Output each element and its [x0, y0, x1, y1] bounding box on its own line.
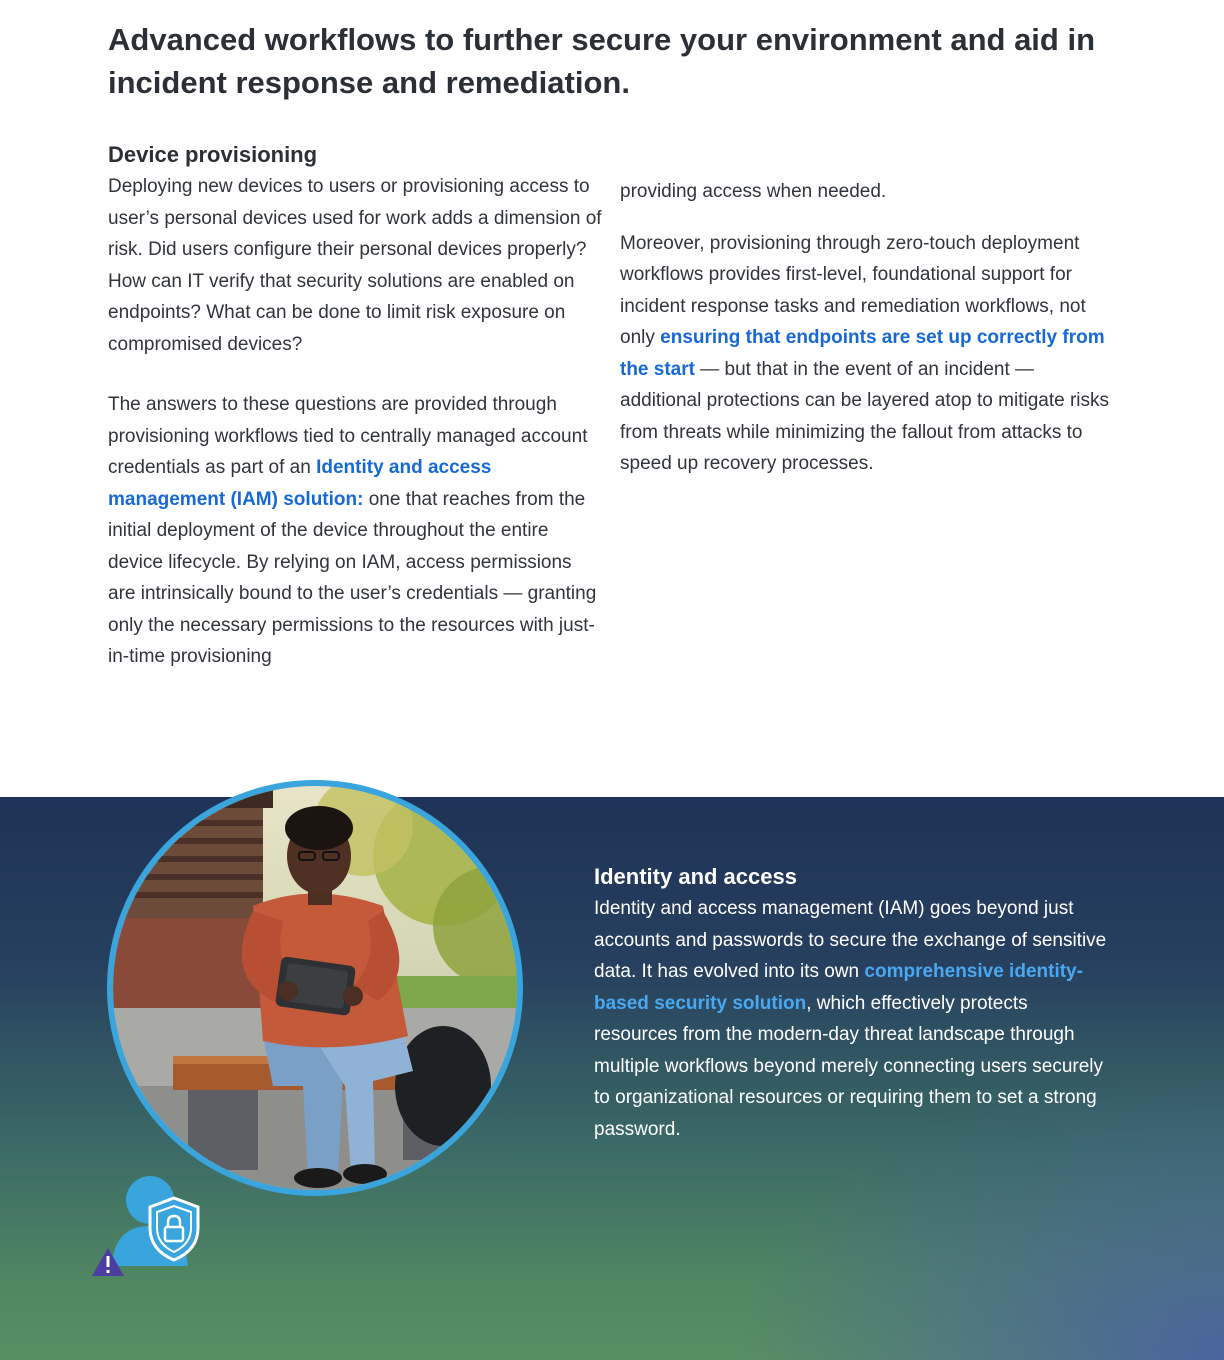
device-provisioning-left-column [108, 139, 604, 673]
device-provisioning-paragraph-3 [620, 228, 1110, 480]
photo-illustration [113, 786, 517, 1190]
identity-security-solution-link[interactable]: comprehensive identity-based security solution [594, 961, 1083, 1014]
person-with-tablet-photo [107, 780, 523, 1196]
user-shield-lock-icon [88, 1170, 204, 1280]
paragraph-text: Identity and access management (IAM) goes beyond just accounts and passwords to secure the exchange of sensitive data. It has evolved into its own [594, 898, 1107, 982]
paragraph-text: — but that in the event of an incident — additional protections can be layered atop to mitigate risks from threats while minimizing the fallout from attacks to speed up recovery processes. [620, 358, 1109, 474]
iam-solution-link[interactable]: Identity and access management (IAM) solution: [108, 457, 492, 510]
device-provisioning-paragraph-1: Deploying new devices to users or provisioning access to user’s personal devices used for work adds a dimension of risk. Did users configure their personal devices properly? How can IT verify that security solutions are enabled on endpoints? What can be done to limit risk exposure on compromised devices? [108, 176, 602, 355]
paragraph-text: , which effectively protects resources from the modern-day threat landscape through multiple workflows beyond merely connecting users securely to organizational resources or requiring them to set a strong password. [594, 992, 1104, 1140]
endpoints-setup-link[interactable]: ensuring that endpoints are set up correctly from the start [620, 327, 1105, 380]
device-provisioning-paragraph-2-continued: providing access when needed. [620, 181, 887, 202]
device-provisioning-paragraph-2 [108, 389, 604, 673]
device-provisioning-right-column [620, 176, 1110, 480]
paragraph-text: Moreover, provisioning through zero-touch deployment workflows provides first-level, foundational support for incident response tasks and remediation workflows, not only [620, 232, 1086, 348]
identity-access-text [594, 861, 1114, 1145]
identity-access-paragraph [594, 893, 1114, 1145]
paragraph-text: The answers to these questions are provided through provisioning workflows tied to centrally managed account credentials as part of an [108, 394, 588, 478]
device-provisioning-heading: Device provisioning [108, 142, 318, 167]
paragraph-text: one that reaches from the initial deployment of the device throughout the entire device lifecycle. By relying on IAM, access permissions are intrinsically bound to the user’s credentials — granting only the necessary permissions to the resources with just-in-time provisioning [108, 488, 597, 667]
identity-access-heading: Identity and access [594, 864, 797, 889]
page-title: Advanced workflows to further secure your environment and aid in incident response and remediation. [108, 22, 1096, 100]
